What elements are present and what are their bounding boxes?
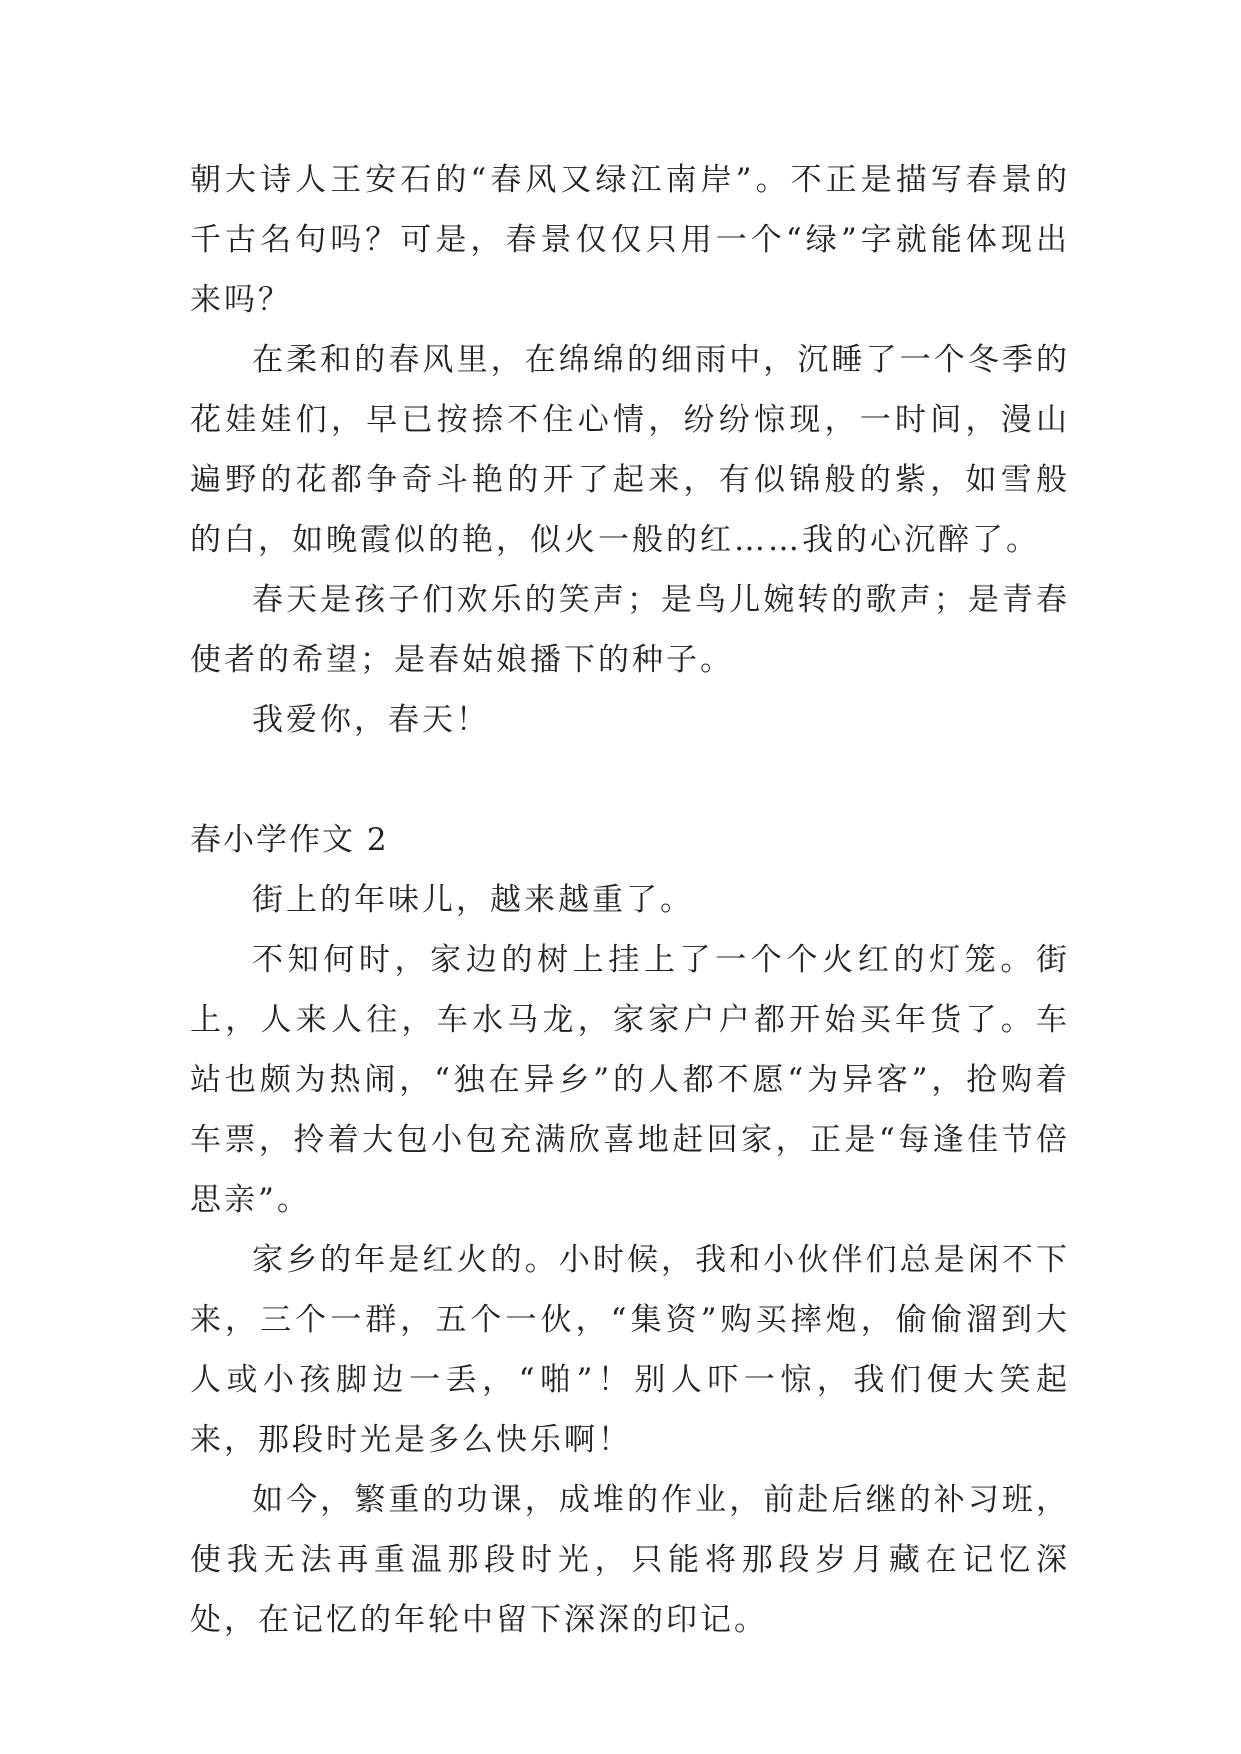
paragraph-nowadays: 如今，繁重的功课，成堆的作业，前赴后继的补习班，使我无法再重温那段时光，只能将那段岁月藏在记忆深处，在记忆的年轮中留下深深的印记。 bbox=[190, 1482, 1070, 1638]
paragraph-spring-meaning: 春天是孩子们欢乐的笑声；是鸟儿婉转的歌声；是青春使者的希望；是春姑娘播下的种子。 bbox=[190, 582, 1070, 678]
paragraph-love-spring: 我爱你，春天！ bbox=[252, 702, 490, 738]
essay-title: 春小学作文 2 bbox=[190, 822, 389, 858]
paragraph-continuation: 朝大诗人王安石的“春风又绿江南岸”。不正是描写春景的千古名句吗？可是，春景仅仅只用一个“绿”字就能体现出来吗？ bbox=[190, 162, 1070, 318]
document-body bbox=[190, 150, 1070, 1650]
paragraph-spring-flowers: 在柔和的春风里，在绵绵的细雨中，沉睡了一个冬季的花娃娃们，早已按捺不住心情，纷纷惊现，一时间，漫山遍野的花都争奇斗艳的开了起来，有似锦般的紫，如雪般的白，如晚霞似的艳，似火一般的红……我的心沉醉了。 bbox=[190, 342, 1070, 558]
paragraph-hometown-new-year: 家乡的年是红火的。小时候，我和小伙伴们总是闲不下来，三个一群，五个一伙，“集资”购买摔炮，偷偷溜到大人或小孩脚边一丢，“啪”！别人吓一惊，我们便大笑起来，那段时光是多么快乐啊！ bbox=[190, 1242, 1070, 1458]
paragraph-lanterns: 不知何时，家边的树上挂上了一个个火红的灯笼。街上，人来人往，车水马龙，家家户户都开始买年货了。车站也颇为热闹，“独在异乡”的人都不愿“为异客”，抢购着车票，拎着大包小包充满欣喜地赶回家，正是“每逢佳节倍思亲”。 bbox=[190, 942, 1070, 1218]
paragraph-new-year-street: 街上的年味儿，越来越重了。 bbox=[252, 882, 694, 918]
